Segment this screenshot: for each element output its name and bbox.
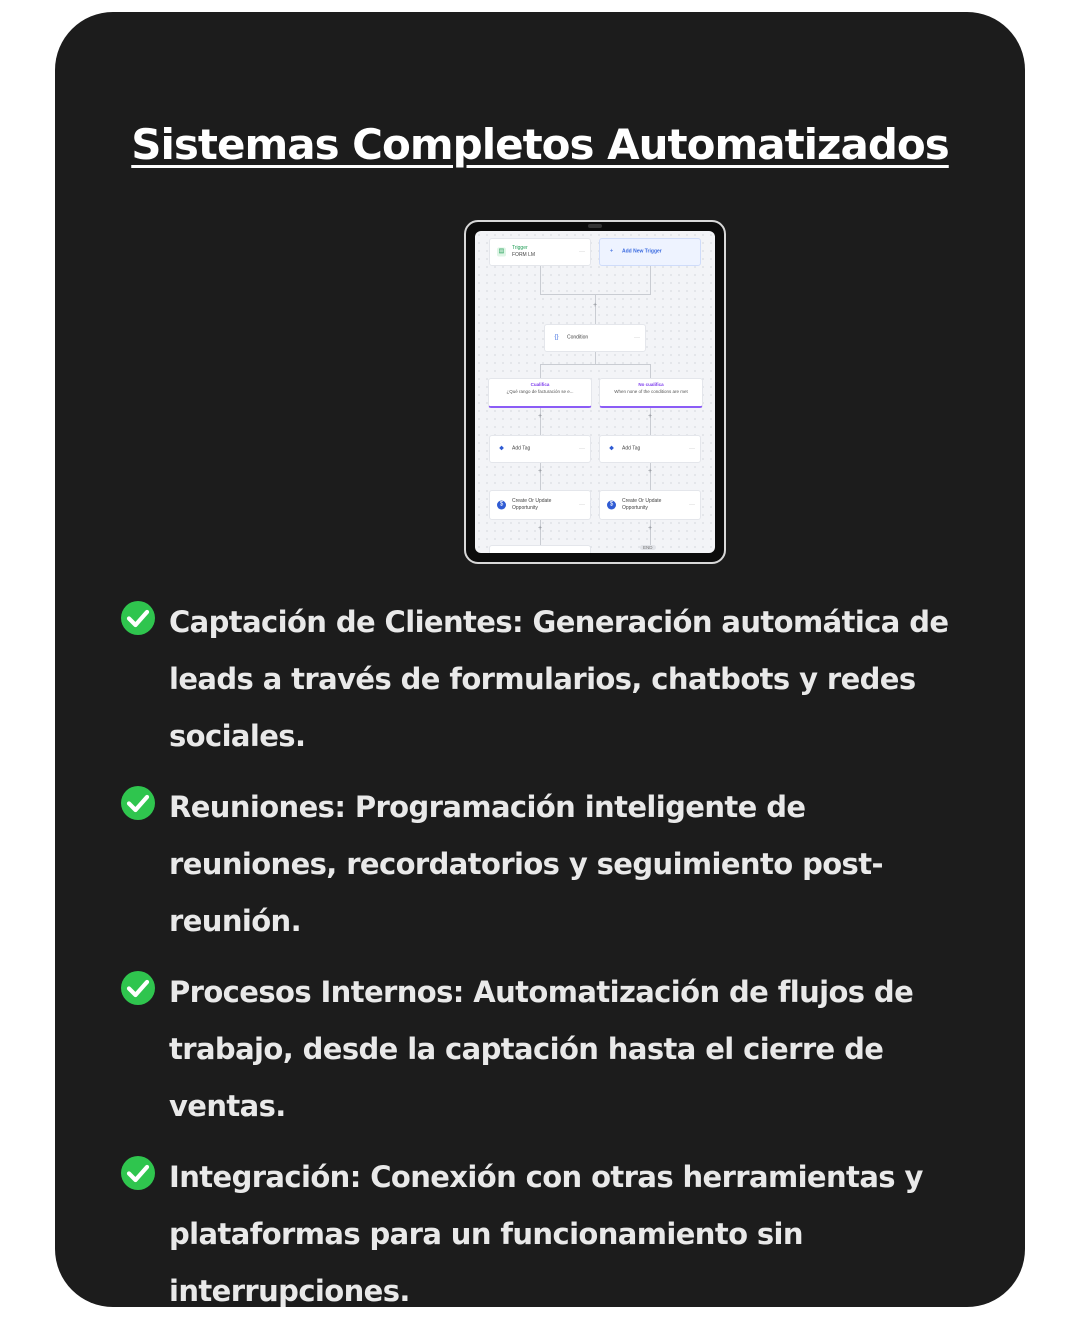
list-item <box>120 1149 980 1320</box>
check-circle-icon <box>120 600 156 636</box>
opportunity-node[interactable] <box>599 490 701 520</box>
more-icon[interactable]: ··· <box>579 502 585 508</box>
add-step-icon[interactable]: + <box>648 468 653 475</box>
opportunity-line2: Opportunity <box>622 505 648 511</box>
feature-list <box>120 594 980 1334</box>
branch-desc: ¿Qué rango de facturación se e... <box>506 389 574 394</box>
check-circle-icon <box>120 785 156 821</box>
braces-icon: {} <box>554 334 559 341</box>
opportunity-line1: Create Or Update <box>512 498 552 504</box>
list-item-text: Procesos Internos: Automatización de flujos de trabajo, desde la captación hasta el cierre de ventas. <box>169 975 914 1123</box>
add-tag-label: Add Tag <box>622 445 641 452</box>
connector-line <box>650 266 651 294</box>
add-step-icon[interactable]: + <box>538 413 543 420</box>
list-item <box>120 594 980 765</box>
connector-line <box>540 364 541 378</box>
end-tag: END <box>640 545 656 550</box>
branch-desc: When none of the conditions are met <box>614 389 688 394</box>
add-trigger-label: Add New Trigger <box>622 248 662 255</box>
opportunity-line2: Opportunity <box>512 505 538 511</box>
check-circle-icon <box>120 1155 156 1191</box>
trigger-sub: FORM LM <box>512 252 536 258</box>
add-step-icon[interactable]: + <box>648 525 653 532</box>
add-tag-node[interactable] <box>489 435 591 463</box>
page-title: Sistemas Completos Automatizados <box>131 120 949 169</box>
plus-icon: + <box>609 248 614 255</box>
connector-line <box>540 266 541 294</box>
list-item-text: Captación de Clientes: Generación automática de leads a través de formularios, chatbots y redes sociales. <box>169 605 949 753</box>
connector-line <box>595 294 596 324</box>
add-step-icon[interactable]: + <box>538 468 543 475</box>
more-icon[interactable]: ··· <box>634 335 640 341</box>
add-step-icon[interactable]: + <box>538 525 543 532</box>
form-icon: ▤ <box>498 248 505 255</box>
add-step-icon[interactable]: + <box>648 413 653 420</box>
connector-line <box>540 364 651 365</box>
tag-icon: ◆ <box>609 445 614 452</box>
tablet-mockup <box>464 220 726 564</box>
connector-line <box>595 352 596 364</box>
tag-icon: ◆ <box>499 445 504 452</box>
list-item <box>120 779 980 950</box>
opportunity-line1: Create Or Update <box>622 498 662 504</box>
trigger-node[interactable] <box>489 238 591 266</box>
more-icon[interactable]: ··· <box>689 446 695 452</box>
condition-label: Condition <box>567 334 589 341</box>
add-trigger-node[interactable] <box>599 238 701 266</box>
add-tag-node[interactable] <box>599 435 701 463</box>
branch-no-cualifica[interactable] <box>599 378 703 408</box>
branch-title: No cualifica <box>638 382 664 387</box>
more-icon[interactable]: ··· <box>579 446 585 452</box>
branch-title: Cualifica <box>530 382 550 387</box>
trigger-label: Trigger <box>512 245 528 251</box>
branch-cualifica[interactable] <box>488 378 592 408</box>
opportunity-node[interactable] <box>489 490 591 520</box>
camera-dot <box>588 224 602 228</box>
workflow-canvas <box>475 231 715 553</box>
next-node-partial <box>489 545 591 553</box>
dollar-icon: $ <box>497 501 506 510</box>
add-step-icon[interactable]: + <box>593 302 598 309</box>
check-circle-icon <box>120 970 156 1006</box>
connector-line <box>650 364 651 378</box>
more-icon[interactable]: ··· <box>579 249 585 255</box>
list-item-text: Integración: Conexión con otras herramientas y plataformas para un funcionamiento sin interrupciones. <box>169 1160 923 1308</box>
connector-line <box>650 520 651 546</box>
list-item-text: Reuniones: Programación inteligente de reuniones, recordatorios y seguimiento post-reunión. <box>169 790 883 938</box>
dollar-icon: $ <box>607 501 616 510</box>
more-icon[interactable]: ··· <box>689 502 695 508</box>
add-tag-label: Add Tag <box>512 445 531 452</box>
list-item <box>120 964 980 1135</box>
condition-node[interactable] <box>544 324 646 352</box>
